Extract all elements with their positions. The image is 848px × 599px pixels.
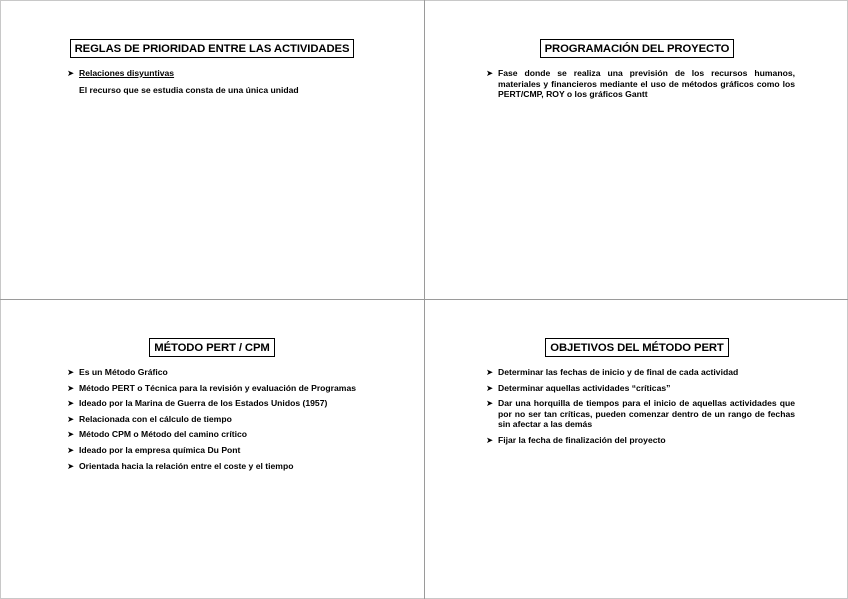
- arrow-bullet-icon: ➤: [67, 68, 75, 78]
- list-item: [67, 429, 376, 440]
- slide-reglas-prioridad: [0, 0, 424, 299]
- arrow-bullet-icon: ➤: [486, 68, 494, 78]
- slide-title: MÉTODO PERT / CPM: [149, 338, 274, 357]
- list-item: [67, 68, 367, 79]
- bullet-text: Fijar la fecha de finalización del proyecto: [498, 434, 666, 445]
- list-item: [486, 367, 795, 378]
- slide-title: OBJETIVOS DEL MÉTODO PERT: [545, 338, 728, 357]
- bullet-text: Fase donde se realiza una previsión de los recursos humanos, materiales y financieros mediante el uso de métodos gráficos como los PERT/CMP, ROY o los gráficos Gantt: [498, 68, 795, 100]
- bullet-text: Dar una horquilla de tiempos para el inicio de aquellas actividades que por no ser tan críticas, pueden comenzar dentro de un rango de fechas sin afectar a las demás: [498, 398, 795, 430]
- list-item: [67, 398, 376, 409]
- bullet-text: Ideado por la Marina de Guerra de los Estados Unidos (1957): [79, 398, 328, 409]
- arrow-bullet-icon: ➤: [486, 382, 494, 393]
- arrow-bullet-icon: ➤: [67, 429, 75, 440]
- slide-title: REGLAS DE PRIORIDAD ENTRE LAS ACTIVIDADES: [70, 39, 355, 58]
- bullet-text: Determinar las fechas de inicio y de final de cada actividad: [498, 367, 739, 377]
- list-item: [486, 383, 795, 394]
- arrow-bullet-icon: ➤: [67, 460, 75, 471]
- arrow-bullet-icon: ➤: [67, 413, 75, 424]
- arrow-bullet-icon: ➤: [67, 444, 75, 455]
- arrow-bullet-icon: ➤: [486, 434, 494, 445]
- bullet-list: [67, 367, 376, 476]
- arrow-bullet-icon: ➤: [67, 382, 75, 393]
- bullet-list: [486, 367, 795, 451]
- slide-metodo-pert-cpm: [0, 300, 424, 599]
- list-item: [486, 68, 795, 100]
- bullet-text: Determinar aquellas actividades “críticas”: [498, 382, 671, 393]
- arrow-bullet-icon: ➤: [486, 398, 494, 409]
- bullet-text: Método CPM o Método del camino crítico: [79, 429, 248, 440]
- list-item: [67, 367, 376, 378]
- arrow-bullet-icon: ➤: [67, 398, 75, 409]
- list-item: [486, 435, 795, 446]
- bullet-list: [486, 68, 795, 105]
- list-item: [67, 414, 376, 425]
- list-item: [486, 398, 795, 430]
- list-item: [67, 445, 376, 456]
- bullet-text: Orientada hacia la relación entre el coste y el tiempo: [79, 460, 294, 471]
- list-item: [67, 383, 376, 394]
- list-item: [67, 461, 376, 472]
- bullet-text: Método PERT o Técnica para la revisión y evaluación de Programas: [79, 382, 357, 393]
- slide-title: PROGRAMACIÓN DEL PROYECTO: [540, 39, 735, 58]
- bullet-text: Ideado por la empresa química Du Pont: [79, 444, 241, 455]
- bullet-text: Es un Método Gráfico: [79, 367, 168, 377]
- bullet-text: Relacionada con el cálculo de tiempo: [79, 413, 232, 424]
- bullet-list: [67, 68, 367, 84]
- slide-programacion-proyecto: [425, 0, 848, 299]
- slide-objetivos-pert: [425, 300, 848, 599]
- bullet-text: Relaciones disyuntivas: [79, 68, 175, 78]
- arrow-bullet-icon: ➤: [486, 367, 494, 377]
- arrow-bullet-icon: ➤: [67, 367, 75, 377]
- bullet-subtext: El recurso que se estudia consta de una única unidad: [79, 85, 299, 95]
